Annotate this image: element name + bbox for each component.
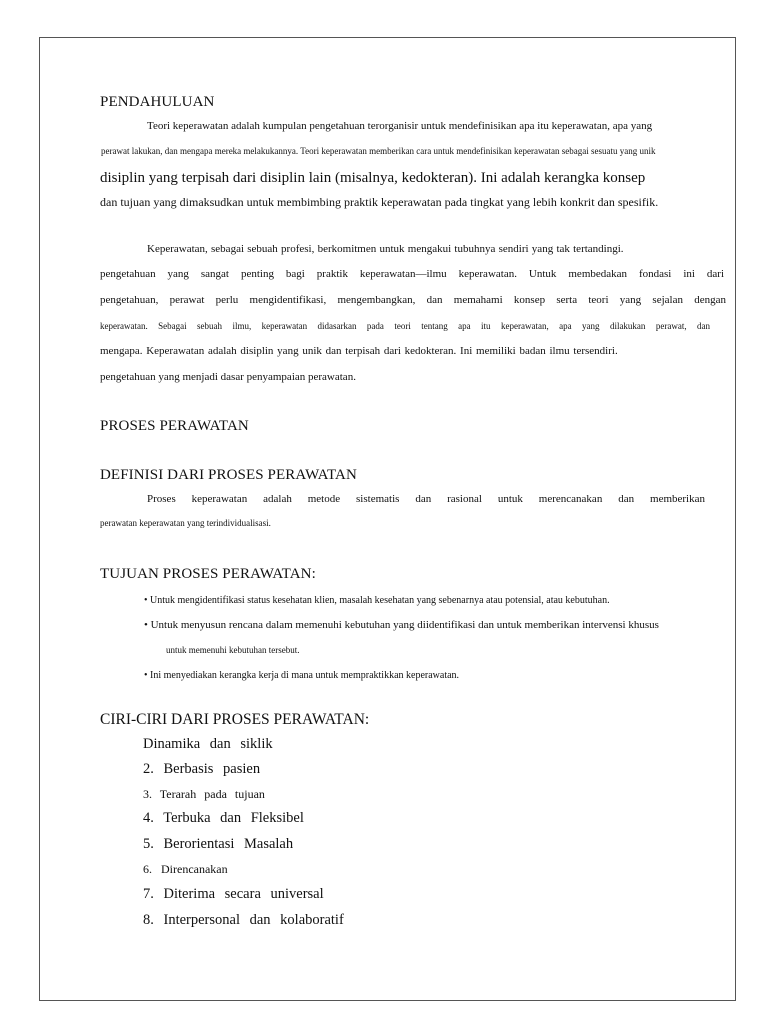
intro-p2-line-6: pengetahuan yang menjadi dasar penyampaian perawatan. [100,371,356,383]
goal-bullet-2: • Untuk menyusun rencana dalam memenuhi kebutuhan yang diidentifikasi dan untuk memberikan intervensi khusus [144,619,659,631]
feature-item-3: 3. Terarah pada tujuan [143,787,265,801]
definition-line-2: perawatan keperawatan yang terindividualisasi. [100,518,271,528]
goal-bullet-1: • Untuk mengidentifikasi status kesehatan klien, masalah kesehatan yang sebenarnya atau potensial, atau kebutuhan. [144,595,610,606]
section-title-tujuan: TUJUAN PROSES PERAWATAN: [100,566,316,582]
definition-line-1: Proses keperawatan adalah metode sistematis dan rasional untuk merencanakan dan memberikan [147,493,705,505]
intro-p2-line-3: pengetahuan, perawat perlu mengidentifikasi, mengembangkan, dan memahami konsep serta teori yang sejalan dengan [100,294,726,306]
goal-bullet-2-continuation: untuk memenuhi kebutuhan tersebut. [166,645,300,655]
intro-p1-line-1: Teori keperawatan adalah kumpulan pengetahuan terorganisir untuk mendefinisikan apa itu keperawatan, apa yang [147,120,653,132]
intro-p1-line-4: dan tujuan yang dimaksudkan untuk membimbing praktik keperawatan pada tingkat yang lebih konkrit dan spesifik. [100,195,659,209]
section-title-ciri: CIRI-CIRI DARI PROSES PERAWATAN: [100,711,370,728]
goal-bullet-3: • Ini menyediakan kerangka kerja di mana untuk mempraktikkan keperawatan. [144,670,460,681]
intro-p2-line-4: keperawatan. Sebagai sebuah ilmu, keperawatan didasarkan pada teori tentang apa itu keperawatan, apa yang dilakukan perawat, dan [100,321,710,331]
feature-item-5: 5. Berorientasi Masalah [143,836,294,852]
intro-p2-line-5: mengapa. Keperawatan adalah disiplin yang unik dan terpisah dari kedokteran. Ini memiliki badan ilmu tersendiri. [100,345,618,357]
feature-item-4: 4. Terbuka dan Fleksibel [143,810,304,826]
intro-p1-line-3: disiplin yang terpisah dari disiplin lain (misalnya, kedokteran). Ini adalah kerangka konsep [100,170,646,186]
feature-item-6: 6. Direncanakan [143,862,228,876]
section-title-proses: PROSES PERAWATAN [100,418,249,434]
feature-item-1: Dinamika dan siklik [143,736,273,752]
intro-p2-line-1: Keperawatan, sebagai sebuah profesi, berkomitmen untuk mengakui tubuhnya sendiri yang tak tertandingi. [147,243,624,255]
intro-p1-line-2: perawat lakukan, dan mengapa mereka melakukannya. Teori keperawatan memberikan cara untuk mendefinisikan keperawatan sebagai sesuatu yang unik [101,146,656,156]
feature-item-7: 7. Diterima secara universal [143,886,324,902]
intro-p2-line-2: pengetahuan yang sangat penting bagi praktik keperawatan—ilmu keperawatan. Untuk membedakan fondasi ini dari [100,268,724,280]
feature-item-2: 2. Berbasis pasien [143,761,261,777]
section-title-definisi: DEFINISI DARI PROSES PERAWATAN [100,467,357,483]
feature-item-8: 8. Interpersonal dan kolaboratif [143,912,344,928]
section-title-pendahuluan: PENDAHULUAN [100,94,215,110]
